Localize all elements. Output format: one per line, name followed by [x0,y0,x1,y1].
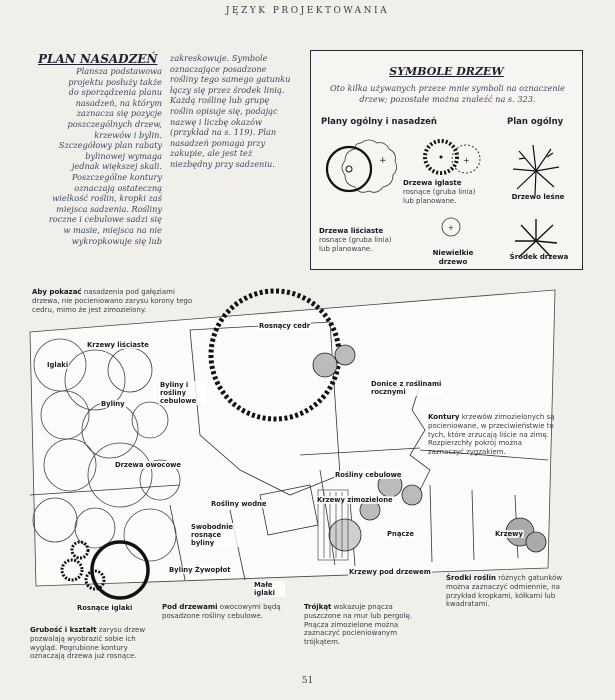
label-planters: Donice z roślinami rocznymi [370,380,444,396]
page-number: 51 [301,676,314,686]
note-show: Aby pokazać nasadzenia pod gałęziami drzewa, nie pocieniowano zarysu korony tego cedru, mimo że jest zimozielony. [32,288,193,314]
tree-symbols-box [310,50,583,270]
coniferous-tree-symbol [425,141,480,173]
svg-text:+: + [463,156,470,165]
text-line: do sporządzenia planu [68,87,162,98]
text-line: zakupie, ale jest też [170,148,253,159]
text-line: wielkość roślin, kropki zaś [52,193,162,204]
header-general-planting: Plany ogólny i nasadzeń [321,117,437,127]
label-bulb-plants: Rośliny cebulowe [335,471,402,479]
label-conifers-1: Iglaki [47,361,69,369]
body-text-left [30,66,162,246]
note-triangle: Trójkąt wskazuje pnącza puszczone na mur lub pergolę. Pnącza zimozielone można zaznaczyć pocieniowanym trójkątem. [304,603,413,647]
text-line: roczne i cebulowe sadzi się [48,214,162,225]
text-line: Każdą roślinę lub grupę [170,95,270,106]
deciduous-caption: Drzewa liściaste rosnące (gruba linia) lub planowane. [319,227,392,253]
symbols-intro: Oto kilka używanych przeze mnie symboli na oznaczenie drzew; pozostałe można znaleźć na s. 323. [329,83,566,104]
running-head: JĘZYK PROJEKTOWANIA [225,6,390,16]
section-title: PLAN NASADZEŃ [38,52,158,66]
text-line: nasadzeń, na którym [75,97,162,108]
label-evergreen-shrubs: Krzewy zimozielone [317,496,393,504]
text-line: (przykład na s. 119). Plan [170,127,277,138]
label-climber: Pnącze [387,530,415,538]
text-line: projektu posłuży także [68,76,162,87]
text-line: zakreskowuje. Symbole [170,53,268,63]
note-thickness: Grubość i kształt zarysu drzew pozwalają wyobrazić sobie ich wygląd. Pogrubione kontury oznaczają drzewa już rosnące. [30,626,146,661]
text-line: Plansza podstawowa [76,66,162,76]
deciduous-tree-symbol [327,140,397,192]
note-contours: Kontury krzewów zimozielonych są pocieniowane, w przeciwieństwie to tych, które zrzucają liście na zimę. Rozpierzchły pokrój można zaznaczyć zygzakiem. [428,413,555,457]
text-line: poszczególnych drzew, [67,118,162,129]
small-tree-caption: Niewielkie drzewo [432,249,474,266]
text-line: nasadzeń pomaga przy [170,137,266,148]
header-general: Plan ogólny [507,117,564,127]
label-shrubs-under-tree: Krzewy pod drzewem [349,568,431,576]
text-line: rośliny tego samego gatunku [170,74,291,85]
coniferous-caption: Drzewa iglaste rosnące (gruba linia) lub planowane. [403,179,476,205]
text-line: Poszczególne kontury [71,171,162,182]
text-line: nazwę i liczbę okazów [170,116,262,127]
body-text-middle [170,53,305,170]
svg-text:+: + [379,156,387,166]
label-perennials-hedge: Byliny Żywopłot [169,566,231,574]
label-shrubs-right: Krzewy [495,530,523,538]
text-line: Szczegółowy plan rabaty [58,140,162,151]
symbols-title: SYMBOLE DRZEW [389,65,504,78]
text-line: łączy się przez środek linią. [170,84,285,95]
forest-tree-caption: Drzewo leśne [511,193,565,201]
note-centers: Środki roślin różnych gatunków można zaznaczyć odmiennie, na przykład kropkami, kółkami lub kwadratami. [446,574,563,609]
forest-tree-symbol [513,145,559,195]
text-line: jednak większej skali. [71,161,162,172]
text-line: oznaczające posadzone [170,63,267,74]
note-under-trees: Pod drzewami owocowymi będą posadzone rośliny cebulowe. [162,603,281,620]
label-deciduous-shrubs: Krzewy liściaste [87,341,149,349]
text-line: oznaczają ostateczną [74,182,162,193]
label-water-plants: Rośliny wodne [211,500,267,508]
label-freegrowing-perennials: Swobodnie rosnące byliny [190,523,240,547]
text-line: miejsca sadzenia. Rośliny [56,203,162,214]
svg-text:+: + [448,224,454,232]
text-line: niezbędny przy sadzeniu. [170,158,275,169]
label-growing-conifers: Rosnące iglaki [77,604,133,612]
label-fruit-trees: Drzewa owocowe [115,461,181,469]
text-line: bylinowej wymaga [85,150,162,161]
text-line: roślin opisuje się, podając [170,105,278,116]
text-line: zaznacza się pozycje [76,108,162,119]
small-tree-symbol [442,218,460,236]
text-line: krzewów i bylin. [94,129,162,140]
label-perennials: Byliny [101,400,125,408]
tree-center-caption: Środek drzewa [509,253,569,261]
label-small-conifers: Małe iglaki [253,581,285,597]
text-line: w masie, miejsca na nie [63,224,162,235]
label-cedar: Rosnący cedr [259,322,311,330]
tree-center-symbol [515,219,557,257]
text-line: wykropkowuje się lub [71,235,162,246]
label-perennials-bulbs: Byliny i rośliny cebulowe [159,381,207,405]
